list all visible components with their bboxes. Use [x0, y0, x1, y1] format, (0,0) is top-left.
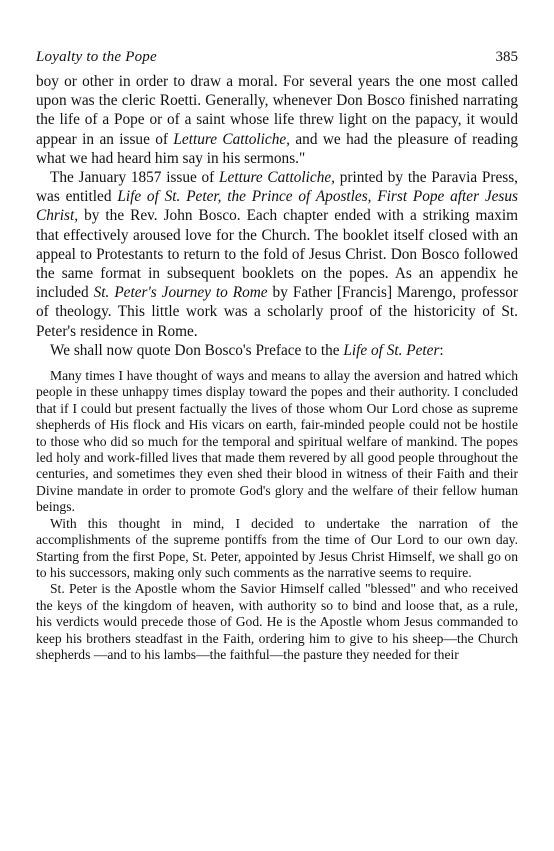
running-head [36, 48, 518, 66]
running-title: Loyalty to the Pope [36, 49, 157, 65]
p1-text-b: and we had the pleasure of reading what we had heard him say in his sermons." [36, 130, 519, 167]
p3-text-b: : [439, 341, 444, 359]
main-text [36, 72, 518, 360]
p2-text-b: printed by the Paravia Press, was entitled [36, 169, 518, 206]
paragraph-1 [36, 72, 518, 168]
quote-paragraph-1: Many times I have thought of ways and means to allay the aversion and hatred which people in these unhappy times display toward the popes and their authority. I concluded that if I could but present factually the lives of those whom Our Lord chose as supreme shepherds of His flock and His vicars on earth, fair-minded people could not be hostile to those who did so much for the temporal and spiritual welfare of mankind. The popes led holy and work-filled lives that made them revered by all good people throughout the centuries, and sometimes they even shed their blood in witness of their Faith and their Divine mandate in order to promote God's glory and the welfare of their fellow human beings. [36, 368, 518, 515]
p1-text-a: boy or other in order to draw a moral. For several years the one most called upon was the cleric Roetti. Generally, whenever Don Bosco finished narrating the life of a Pope or of a saint whose life threw light on the papacy, it would appear in an issue of [36, 73, 518, 148]
page-number: 385 [495, 49, 518, 65]
p2-italic-appendix: St. Peter's Journey to Rome [93, 284, 268, 302]
book-page [36, 48, 518, 663]
p2-italic-series: Letture Cattoliche, [219, 169, 335, 187]
p2-text-d: by Father [Francis] Marengo, professor of theology. This little work was a scholarly proof of the historicity of St. Peter's residence in Rome. [36, 284, 518, 340]
paragraph-3 [36, 341, 518, 360]
quote-paragraph-2: With this thought in mind, I decided to undertake the narration of the accomplishments of the supreme pontiffs from the time of Our Lord to our own day. Starting from the first Pope, St. Peter, appointed by Jesus Christ Himself, we shall go on to his successors, making only such comments as the narrative seems to require. [36, 515, 518, 580]
paragraph-2 [36, 168, 518, 341]
p3-text-a: We shall now quote Don Bosco's Preface to the [50, 341, 344, 359]
p2-italic-book-title: Life of St. Peter, the Prince of Apostles, First Pope after Jesus Christ, [36, 188, 518, 225]
p3-italic-title: Life of St. Peter [343, 341, 440, 359]
quote-paragraph-3: St. Peter is the Apostle whom the Savior Himself called "blessed" and who received the keys of the kingdom of heaven, with authority so to bind and loose that, as a rule, his verdicts would precede those of God. He is the Apostle whom Jesus commanded to keep his brothers steadfast in the Faith, ordering him to give to his sheep—the Church shepherds —and to his lambs—the faithful—the pasture they needed for their [36, 581, 518, 662]
p2-text-a: The January 1857 issue of [50, 169, 220, 187]
p1-italic-title: Letture Cattoliche, [173, 130, 290, 148]
p2-text-c: by the Rev. John Bosco. Each chapter ended with a striking maxim that effectively aroused love for the Church. The booklet itself closed with an appeal to Protestants to return to the fold of Jesus Christ. Don Bosco followed the same format in subsequent booklets on the popes. As an appendix he included [36, 207, 518, 302]
block-quote [36, 368, 518, 663]
